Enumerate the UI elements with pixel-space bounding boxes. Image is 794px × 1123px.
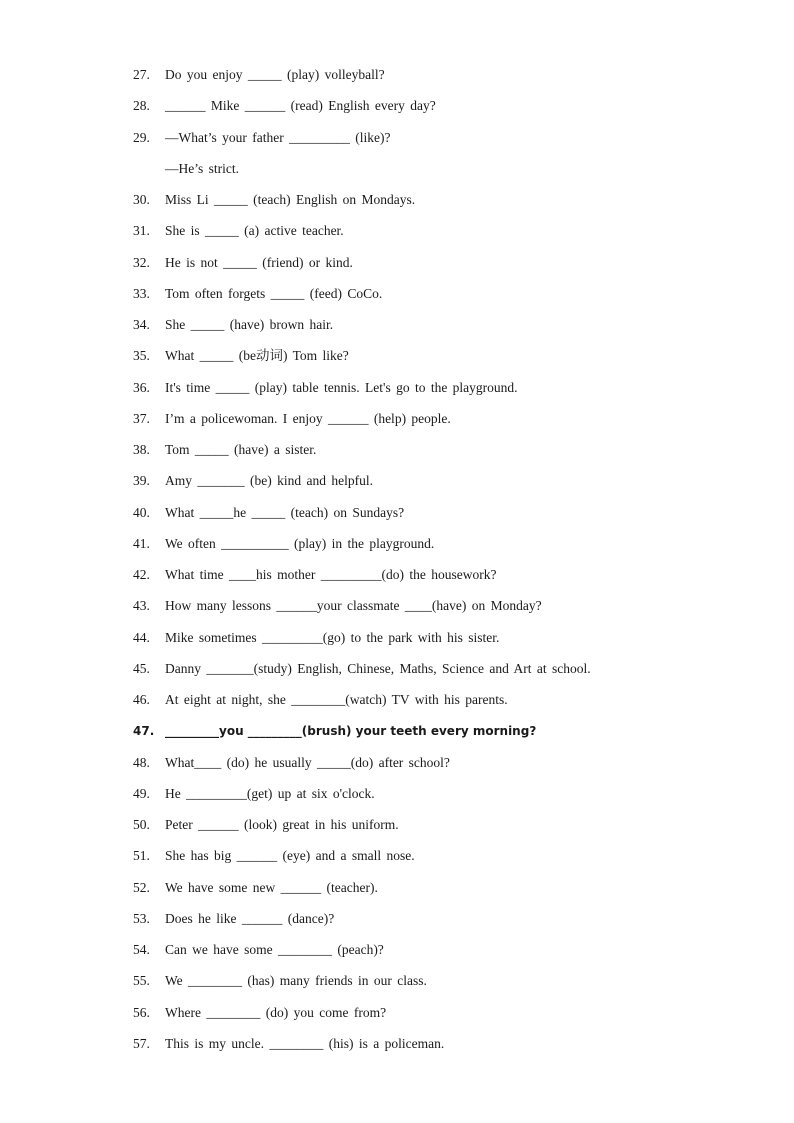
exercise-item [133, 63, 753, 94]
item-number: 30. [133, 192, 150, 207]
item-text: It's time _____ (play) table tennis. Let's go to the playground. [165, 379, 518, 395]
item-number: 54. [133, 942, 150, 957]
item-number: 48. [133, 754, 150, 770]
exercise-item [133, 813, 753, 844]
exercise-item [133, 407, 753, 438]
exercise-item [133, 719, 753, 750]
item-text: She has big ______ (eye) and a small nose. [165, 848, 415, 864]
item-number: 40. [133, 504, 150, 520]
item-text: Tom often forgets _____ (feed) CoCo. [165, 285, 383, 301]
exercise-item [133, 532, 753, 563]
item-text: We often __________ (play) in the playground. [165, 535, 435, 551]
item-text: Can we have some ________ (peach)? [165, 942, 384, 957]
item-number: 49. [133, 785, 150, 801]
item-text: He _________(get) up at six o'clock. [165, 785, 375, 801]
exercise-item [133, 657, 753, 688]
item-text: At eight at night, she ________(watch) TV with his parents. [165, 692, 508, 707]
item-number: 31. [133, 223, 150, 239]
exercise-item [133, 751, 753, 782]
exercise-item [133, 251, 753, 282]
item-text: ______ Mike ______ (read) English every day? [165, 98, 436, 114]
exercise-item [133, 688, 753, 719]
item-text: She _____ (have) brown hair. [165, 317, 334, 332]
item-number: 50. [133, 817, 150, 832]
item-text: What _____ (be动词) Tom like? [165, 348, 349, 364]
exercise-item [133, 188, 753, 219]
item-number: 32. [133, 254, 150, 270]
item-text: Does he like ______ (dance)? [165, 910, 335, 926]
exercise-item [133, 844, 753, 875]
exercise-item [133, 626, 753, 657]
item-text: —What’s your father _________ (like)? [165, 129, 391, 145]
exercise-item [133, 969, 753, 1000]
item-text: Danny _______(study) English, Chinese, Maths, Science and Art at school. [165, 660, 591, 676]
item-text: How many lessons ______your classmate ____(have) on Monday? [165, 598, 542, 614]
item-number: 33. [133, 285, 150, 301]
item-text: —He’s strict. [165, 160, 239, 176]
item-number: 45. [133, 660, 150, 676]
item-text: Peter ______ (look) great in his uniform. [165, 817, 399, 832]
exercise-item [133, 344, 753, 375]
item-number: 42. [133, 567, 150, 582]
exercise-item [133, 282, 753, 313]
item-text: Tom _____ (have) a sister. [165, 442, 317, 457]
item-number: 38. [133, 442, 150, 457]
item-number: 44. [133, 629, 150, 645]
exercise-item [133, 563, 753, 594]
item-number: 51. [133, 848, 150, 864]
item-number: 57. [133, 1035, 150, 1051]
item-number: 53. [133, 910, 150, 926]
item-text: She is _____ (a) active teacher. [165, 223, 344, 239]
item-text: What____ (do) he usually _____(do) after school? [165, 754, 450, 770]
item-text: Do you enjoy _____ (play) volleyball? [165, 67, 385, 82]
item-number: 56. [133, 1004, 150, 1020]
item-text: What time ____his mother _________(do) the housework? [165, 567, 497, 582]
item-text: What _____he _____ (teach) on Sundays? [165, 504, 405, 520]
item-number: 43. [133, 598, 150, 614]
item-number: 36. [133, 379, 150, 395]
exercise-item [133, 501, 753, 532]
item-number: 46. [133, 692, 150, 707]
exercise-item [133, 938, 753, 969]
item-number: 55. [133, 973, 150, 989]
item-number: 29. [133, 129, 150, 145]
item-text: We have some new ______ (teacher). [165, 879, 378, 895]
item-number: 47. [133, 724, 155, 739]
exercise-item [133, 469, 753, 500]
exercise-item [133, 438, 753, 469]
item-number: 41. [133, 535, 150, 551]
item-number: 39. [133, 473, 150, 489]
item-text: This is my uncle. ________ (his) is a policeman. [165, 1035, 445, 1051]
exercise-item [133, 907, 753, 938]
exercise-item [133, 876, 753, 907]
item-number: 28. [133, 98, 150, 114]
item-text: Miss Li _____ (teach) English on Mondays. [165, 192, 416, 207]
exercise-item [133, 1001, 753, 1032]
exercise-item [133, 157, 753, 188]
item-text: We ________ (has) many friends in our class. [165, 973, 427, 989]
item-number: 35. [133, 348, 150, 364]
item-text: He is not _____ (friend) or kind. [165, 254, 353, 270]
item-number: 34. [133, 317, 150, 332]
item-number: 52. [133, 879, 150, 895]
exercise-item [133, 594, 753, 625]
exercise-item [133, 219, 753, 250]
exercise-item [133, 94, 753, 125]
item-text: Mike sometimes _________(go) to the park with his sister. [165, 629, 500, 645]
exercise-item [133, 126, 753, 157]
item-text: Amy _______ (be) kind and helpful. [165, 473, 373, 489]
item-text: Where ________ (do) you come from? [165, 1004, 387, 1020]
exercise-item [133, 376, 753, 407]
exercise-item [133, 313, 753, 344]
item-number: 27. [133, 67, 150, 82]
exercise-item [133, 782, 753, 813]
item-number: 37. [133, 410, 150, 426]
item-text: I’m a policewoman. I enjoy ______ (help) people. [165, 410, 451, 426]
exercise-list [133, 63, 753, 1063]
item-text: _________you _________(brush) your teeth every morning? [165, 724, 537, 739]
exercise-item [133, 1032, 753, 1063]
